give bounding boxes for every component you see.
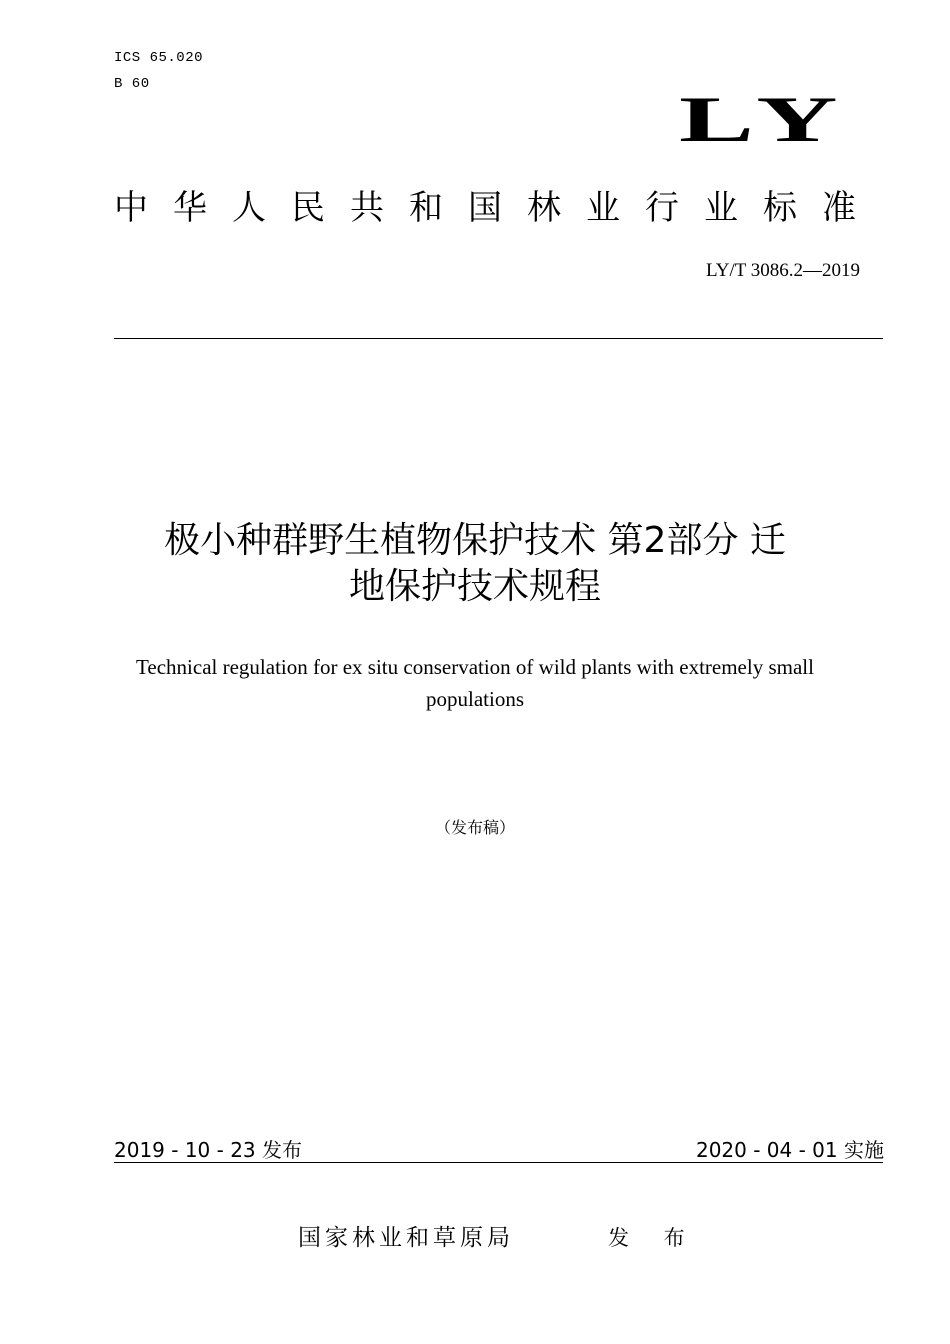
english-title-line-2: populations <box>426 687 524 711</box>
standard-code: LY/T 3086.2—2019 <box>706 260 860 281</box>
ly-logo: LY <box>679 84 850 156</box>
chinese-title-line-2: 地保护技术规程 <box>348 566 601 607</box>
ics-code: ICS 65.020 <box>114 50 204 66</box>
issue-date: 2019 - 10 - 23 发布 <box>114 1138 303 1162</box>
ccs-code: B 60 <box>114 76 150 92</box>
top-divider <box>114 338 883 339</box>
issuing-authority: 国家林业和草原局 <box>298 1225 514 1251</box>
chinese-title <box>60 518 890 610</box>
bottom-divider <box>114 1162 883 1163</box>
issue-label: 发 布 <box>608 1226 699 1250</box>
implementation-date: 2020 - 04 - 01 实施 <box>695 1138 884 1162</box>
english-title <box>95 651 855 715</box>
english-title-line-1: Technical regulation for ex situ conservation of wild plants with extremely small <box>136 655 814 679</box>
draft-status: （发布稿） <box>434 818 515 837</box>
standard-category-title: 中华人民共和国林业行业标准 <box>114 188 881 228</box>
chinese-title-line-1: 极小种群野生植物保护技术 第2部分 迁 <box>164 520 786 561</box>
